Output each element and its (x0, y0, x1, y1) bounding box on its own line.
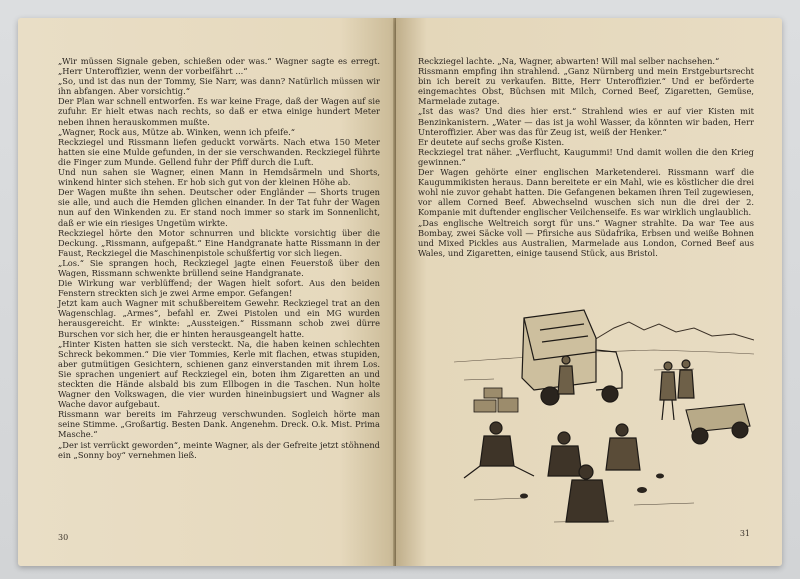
paragraph: Der Wagen mußte ihn sehen. Deutscher oder Engländer — Shorts trugen sie alle, und auch die Hemden glichen einander. In der Tat fuhr der Wagen nun auf den Winkenden zu. Er stand noch immer so stark im Sonnenlicht, daß er wie ein riesiges Ungetüm wirkte. (58, 187, 380, 228)
page-number-right: 31 (739, 529, 750, 538)
paragraph: Der Wagen gehörte einer englischen Marketenderei. Rissmann warf die Kaugummikisten heraus. Dann bereitete er ein Mahl, wie es köstlicher die drei wohl nie zuvor gehabt hatten. Die Gefangenen bekamen ihren Teil zugewiesen, vor allem Corned Beef. Abwechselnd wuschen sich nun die drei der 2. Kompanie mit duftender englischer Veilchenseife. Es war wirklich unglaublich. (418, 167, 754, 218)
paragraph: Rissmann war bereits im Fahrzeug verschwunden. Sogleich hörte man seine Stimme. „Großartig. Besten Dank. Angenehm. Dreck. O.k. Mist. Prima Masche.“ (58, 409, 380, 440)
paragraph: Und nun sahen sie Wagner, einen Mann in Hemdsärmeln und Shorts, winkend hinter sich stehen. Er hob sich gut von der kleinen Höhe ab. (58, 167, 380, 188)
paragraph: „Das englische Weltreich sorgt für uns.“ Wagner strahlte. Da war Tee aus Bombay, zwei Säcke voll — Pfirsiche aus Südafrika, Erbsen und weiße Bohnen und Mixed Pickles aus Australien, Marmelade aus London, Corned Beef aus Wales, und Zigaretten, einige tausend Stück, aus Bristol. (418, 217, 754, 258)
paragraph: Der Plan war schnell entworfen. Es war keine Frage, daß der Wagen auf sie zufuhr. Er hielt etwas nach rechts, so daß er etwa einige hundert Meter neben ihnen herauskommen mußte. (58, 96, 380, 127)
paragraph: Reckziegel und Rissmann liefen geduckt vorwärts. Nach etwa 150 Meter hatten sie eine Mulde gefunden, in der sie verschwanden. Reckziegel führte die Finger zum Munde. Gellend fuhr der Pfiff durch die Luft. (58, 136, 380, 167)
paragraph: „Hinter Kisten hatten sie sich versteckt. Na, die haben keinen schlechten Schreck bekommen.“ Die vier Tommies, Kerle mit flachen, etwas stupiden, aber gutmütigen Gesichtern, schienen ganz einverstanden mit ihrem Los. Sie sprachen ungeniert auf Reckziegel ein, boten ihm Zigaretten an und steckten die Hände alsbald bis zum Ellbogen in die Taschen. Nun holte Wagner den Volkswagen, die vier wurden hineinbugsiert und Wagner als Wache davor aufgebaut. (58, 338, 380, 410)
right-page (396, 18, 782, 566)
paragraph: Die Wirkung war verblüffend; der Wagen hielt sofort. Aus den beiden Fenstern streckten sich je zwei Arme empor. Gefangen! (58, 278, 380, 299)
paragraph: „Los.“ Sie sprangen hoch, Reckziegel jagte einen Feuerstoß über den Wagen, Rissmann schwenkte brüllend seine Handgranate. (58, 257, 380, 278)
seated-soldiers (464, 422, 640, 522)
desert-camp-illustration (454, 300, 754, 530)
paragraph: „Wir müssen Signale geben, schießen oder was.“ Wagner sagte es erregt. „Herr Unteroffizier, wenn der vorbeifährt ...“ (58, 56, 380, 77)
paragraph: Jetzt kam auch Wagner mit schußbereitem Gewehr. Reckziegel trat an den Wagenschlag. „Armes“, befahl er. Zwei Pistolen und ein MG wurden herausgereicht. Er winkte: „Aussteigen.“ Rissmann schob zwei dürre Burschen vor sich her, die er hinten herausgeangelt hatte. (58, 298, 380, 339)
paragraph: Reckziegel trat näher. „Verflucht, Kaugummi! Und damit wollen die den Krieg gewinnen.“ (418, 146, 754, 167)
paragraph: Er deutete auf sechs große Kisten. (418, 136, 565, 147)
jeep-sketch (686, 404, 750, 444)
paragraph: „So, und ist das nun der Tommy, Sie Narr, was dann? Natürlich müssen wir ihn abfangen. Aber vorsichtig.“ (58, 76, 380, 97)
paragraph: „Der ist verrückt geworden“, meinte Wagner, als der Gefreite jetzt stöhnend ein „Sonny boy“ vernehmen ließ. (58, 439, 380, 460)
right-page-text (418, 56, 754, 258)
left-page (18, 18, 396, 566)
paragraph: Reckziegel hörte den Motor schnurren und blickte vorsichtig über die Deckung. „Rissmann, aufgepaßt.“ Eine Handgranate hatte Rissmann in der Faust, Reckziegel die Maschinenpistole schußfertig vor sich liegen. (58, 227, 380, 258)
page-number-left: 30 (58, 533, 69, 542)
paragraph: „Ist das was? Und dies hier erst.“ Strahlend wies er auf vier Kisten mit Benzinkanistern. „Water — das ist ja wohl Wasser, da könnten wir baden, Herr Unteroffizier. Aber was das für Zeug ist, weiß der Henker.“ (418, 106, 754, 137)
paragraph: „Wagner, Rock aus, Mütze ab. Winken, wenn ich pfeife.“ (58, 126, 296, 137)
left-page-text (58, 56, 380, 460)
paragraph: Rissmann empfing ihn strahlend. „Ganz Nürnberg und mein Erstgeburtsrecht bin ich bereit zu verkaufen. Bitte, Herr Unteroffizier.“ Und er beförderte eingemachtes Obst, Büchsen mit Milch, Corned Beef, Zigaretten, Gemüse, Marmelade zutage. (418, 66, 754, 107)
paragraph: Reckziegel lachte. „Na, Wagner, abwarten! Will mal selber nachsehen.“ (418, 56, 720, 66)
crates-sketch (474, 388, 518, 412)
